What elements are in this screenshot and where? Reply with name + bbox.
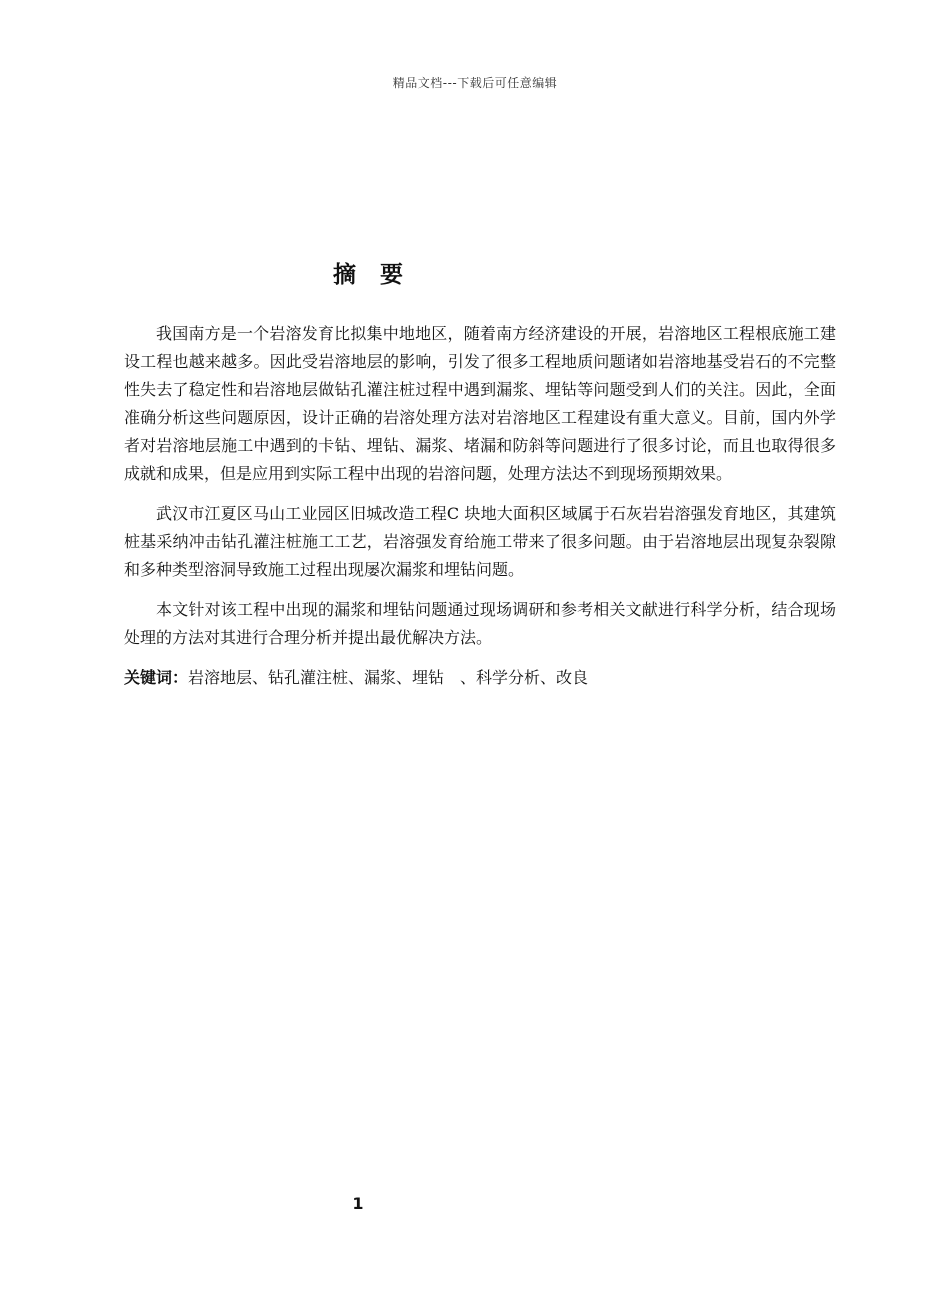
page-number: 1 xyxy=(352,1194,364,1213)
abstract-paragraph-3: 本文针对该工程中出现的漏浆和埋钻问题通过现场调研和参考相关文献进行科学分析，结合现场处理的方法对其进行合理分析并提出最优解决方法。 xyxy=(124,600,836,647)
header-note: 精品文档---下载后可任意编辑 xyxy=(392,76,558,90)
abstract-paragraph-2: 武汉市江夏区马山工业园区旧城改造工程C 块地大面积区域属于石灰岩岩溶强发育地区，其建筑桩基采纳冲击钻孔灌注桩施工工艺，岩溶强发育给施工带来了很多问题。由于岩溶地层出现复杂裂隙和多种类型溶洞导致施工过程出现屡次漏浆和埋钻问题。 xyxy=(124,504,836,579)
keywords-text: 岩溶地层、钻孔灌注桩、漏浆、埋钻 、科学分析、改良 xyxy=(188,668,589,687)
abstract-paragraph-1: 我国南方是一个岩溶发育比拟集中地地区，随着南方经济建设的开展，岩溶地区工程根底施工建设工程也越来越多。因此受岩溶地层的影响，引发了很多工程地质问题诸如岩溶地基受岩石的不完整性失去了稳定性和岩溶地层做钻孔灌注桩过程中遇到漏浆、埋钻等问题受到人们的关注。因此，全面准确分析这些问题原因，设计正确的岩溶处理方法对岩溶地区工程建设有重大意义。目前，国内外学者对岩溶地层施工中遇到的卡钻、埋钻、漏浆、堵漏和防斜等问题进行了很多讨论，而且也取得很多成就和成果，但是应用到实际工程中出现的岩溶问题，处理方法达不到现场预期效果。 xyxy=(124,324,836,483)
keywords-label: 关键词： xyxy=(124,668,189,687)
abstract-body xyxy=(124,320,836,692)
page-title: 摘 要 xyxy=(332,262,411,288)
keywords-line xyxy=(124,664,836,692)
